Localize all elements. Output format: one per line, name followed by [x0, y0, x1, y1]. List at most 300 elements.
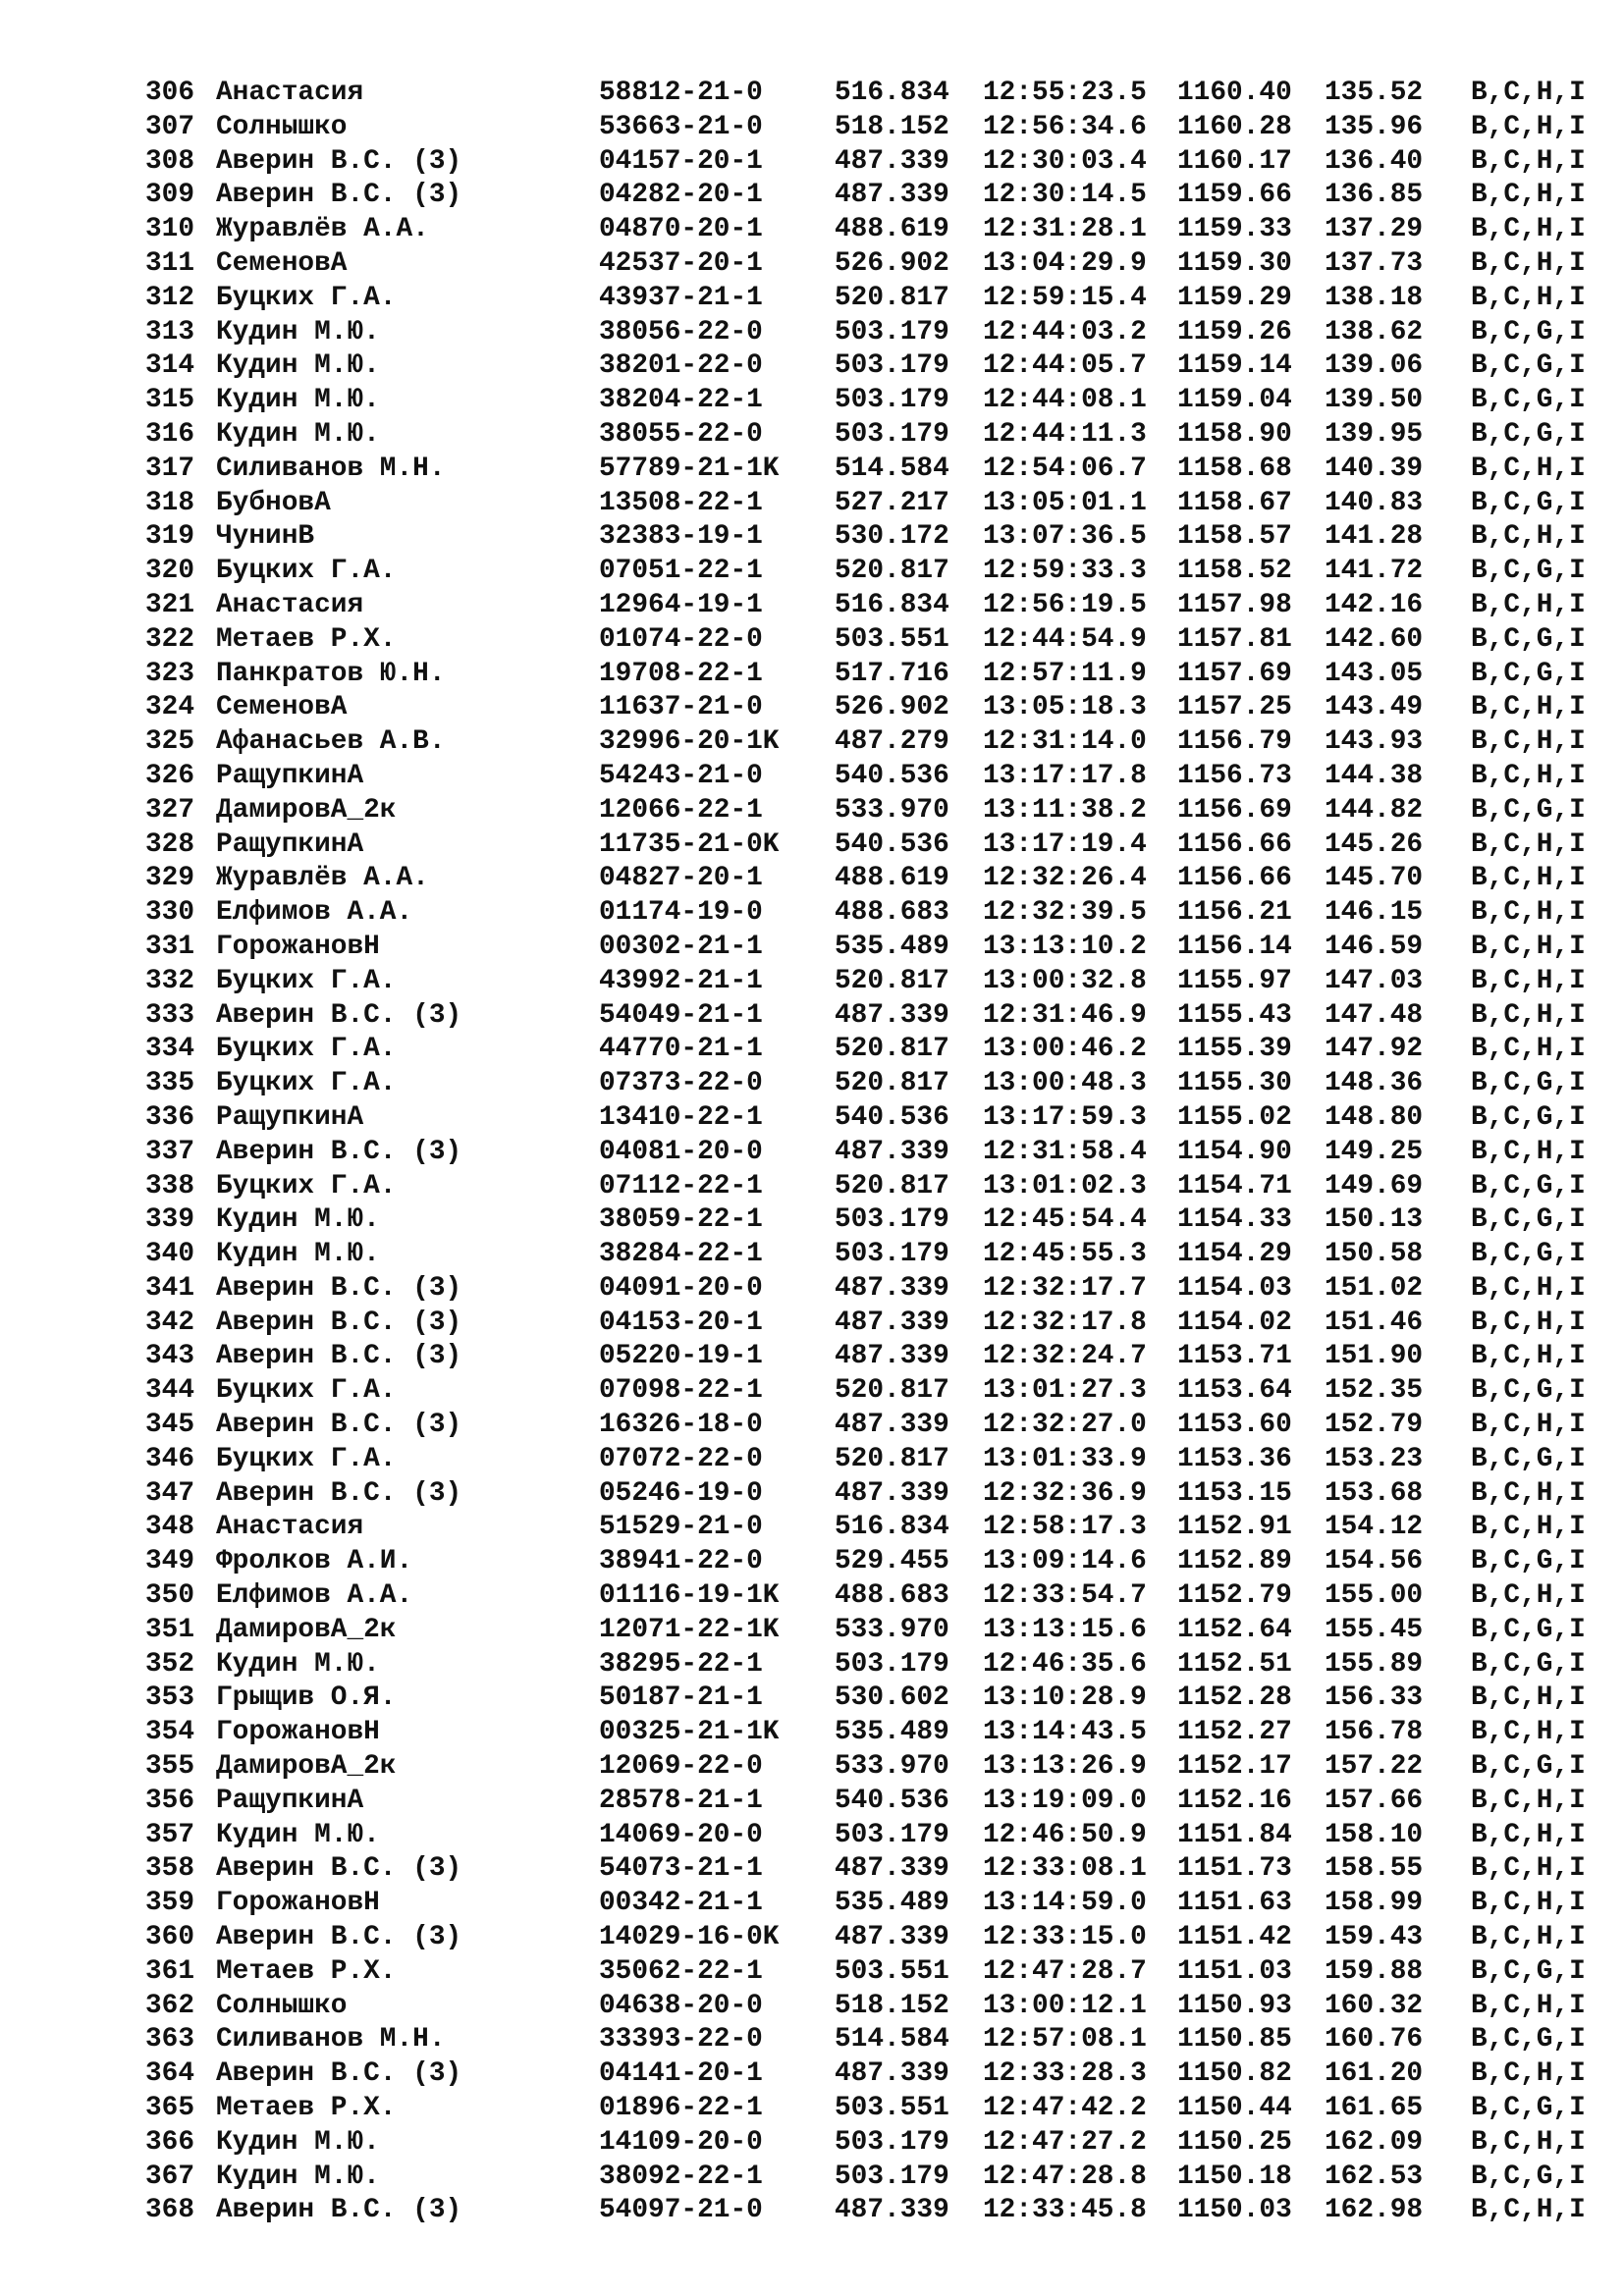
owner-name: Буцких Г.А. [216, 965, 397, 996]
distance: 526.902 [835, 692, 949, 723]
row-number: 357 [145, 1819, 195, 1850]
points: 136.85 [1325, 180, 1424, 211]
ring-number: 32383-19-1 [599, 521, 763, 553]
owner-name: Кудин М.Ю. [216, 1819, 380, 1850]
speed: 1155.97 [1177, 965, 1292, 996]
distance: 540.536 [835, 760, 949, 791]
arrival-time: 12:32:27.0 [983, 1410, 1147, 1441]
speed: 1153.64 [1177, 1375, 1292, 1407]
speed: 1157.81 [1177, 623, 1292, 655]
owner-name: Аверин В.С. (3) [216, 145, 462, 177]
table-row [145, 1579, 1589, 1614]
distance: 488.683 [835, 897, 949, 929]
row-number: 327 [145, 794, 195, 826]
owner-name: Метаев Р.Х. [216, 623, 397, 655]
row-number: 313 [145, 316, 195, 347]
distance: 487.339 [835, 999, 949, 1031]
speed: 1153.71 [1177, 1341, 1292, 1372]
row-number: 322 [145, 623, 195, 655]
arrival-time: 13:01:02.3 [983, 1170, 1147, 1201]
speed: 1156.79 [1177, 726, 1292, 758]
table-row [145, 282, 1589, 316]
points: 153.68 [1325, 1477, 1424, 1509]
distance: 503.551 [835, 1955, 949, 1987]
ring-number: 42537-20-1 [599, 247, 763, 279]
arrival-time: 13:13:26.9 [983, 1751, 1147, 1783]
owner-name: РащупкинА [216, 1101, 364, 1133]
ring-number: 12066-22-1 [599, 794, 763, 826]
table-row [145, 1990, 1589, 2024]
table-row [145, 111, 1589, 145]
arrival-time: 13:07:36.5 [983, 521, 1147, 553]
categories: B,C,H,I [1471, 760, 1586, 791]
categories: B,C,H,I [1471, 1717, 1586, 1748]
table-row [145, 2126, 1589, 2161]
owner-name: Силиванов М.Н. [216, 453, 446, 484]
speed: 1159.33 [1177, 214, 1292, 245]
arrival-time: 13:14:43.5 [983, 1717, 1147, 1748]
row-number: 364 [145, 2058, 195, 2090]
owner-name: Аверин В.С. (3) [216, 1341, 462, 1372]
ring-number: 00342-21-1 [599, 1888, 763, 1919]
owner-name: Кудин М.Ю. [216, 1239, 380, 1270]
row-number: 339 [145, 1204, 195, 1236]
speed: 1157.25 [1177, 692, 1292, 723]
arrival-time: 12:57:08.1 [983, 2024, 1147, 2056]
points: 158.10 [1325, 1819, 1424, 1850]
owner-name: Аверин В.С. (3) [216, 999, 462, 1031]
distance: 540.536 [835, 1101, 949, 1133]
points: 161.65 [1325, 2093, 1424, 2124]
points: 152.35 [1325, 1375, 1424, 1407]
row-number: 345 [145, 1410, 195, 1441]
distance: 520.817 [835, 556, 949, 587]
row-number: 347 [145, 1477, 195, 1509]
points: 152.79 [1325, 1410, 1424, 1441]
arrival-time: 13:01:27.3 [983, 1375, 1147, 1407]
categories: B,C,H,I [1471, 1410, 1586, 1441]
categories: B,C,H,I [1471, 589, 1586, 620]
categories: B,C,G,I [1471, 1614, 1586, 1645]
points: 151.46 [1325, 1307, 1424, 1338]
row-number: 320 [145, 556, 195, 587]
points: 162.98 [1325, 2195, 1424, 2226]
table-row [145, 760, 1589, 794]
table-row [145, 1307, 1589, 1341]
row-number: 337 [145, 1136, 195, 1167]
arrival-time: 12:31:58.4 [983, 1136, 1147, 1167]
distance: 520.817 [835, 282, 949, 313]
categories: B,C,H,I [1471, 1034, 1586, 1065]
owner-name: Солнышко [216, 111, 348, 142]
arrival-time: 13:17:59.3 [983, 1101, 1147, 1133]
points: 144.38 [1325, 760, 1424, 791]
owner-name: Аверин В.С. (3) [216, 1136, 462, 1167]
arrival-time: 12:44:05.7 [983, 350, 1147, 382]
categories: B,C,H,I [1471, 2126, 1586, 2158]
categories: B,C,H,I [1471, 247, 1586, 279]
distance: 530.172 [835, 521, 949, 553]
speed: 1156.21 [1177, 897, 1292, 929]
table-row [145, 247, 1589, 282]
row-number: 341 [145, 1272, 195, 1304]
points: 143.93 [1325, 726, 1424, 758]
speed: 1153.36 [1177, 1443, 1292, 1474]
speed: 1159.29 [1177, 282, 1292, 313]
distance: 487.339 [835, 1922, 949, 1953]
points: 157.22 [1325, 1751, 1424, 1783]
ring-number: 01116-19-1K [599, 1580, 780, 1612]
categories: B,C,G,I [1471, 1170, 1586, 1201]
row-number: 350 [145, 1580, 195, 1612]
table-row [145, 1511, 1589, 1545]
categories: B,C,H,I [1471, 1853, 1586, 1885]
table-row [145, 1374, 1589, 1409]
points: 139.95 [1325, 418, 1424, 450]
ring-number: 04282-20-1 [599, 180, 763, 211]
owner-name: Буцких Г.А. [216, 1034, 397, 1065]
points: 139.50 [1325, 385, 1424, 416]
ring-number: 04153-20-1 [599, 1307, 763, 1338]
speed: 1154.29 [1177, 1239, 1292, 1270]
arrival-time: 12:46:35.6 [983, 1648, 1147, 1680]
speed: 1160.28 [1177, 111, 1292, 142]
points: 145.26 [1325, 828, 1424, 860]
table-row [145, 1750, 1589, 1785]
categories: B,C,G,I [1471, 418, 1586, 450]
distance: 530.602 [835, 1682, 949, 1714]
speed: 1150.93 [1177, 1990, 1292, 2021]
table-row [145, 179, 1589, 213]
owner-name: Аверин В.С. (3) [216, 1922, 462, 1953]
ring-number: 32996-20-1K [599, 726, 780, 758]
ring-number: 35062-22-1 [599, 1955, 763, 1987]
ring-number: 58812-21-0 [599, 78, 763, 108]
owner-name: ЧунинВ [216, 521, 315, 553]
table-row [145, 555, 1589, 589]
arrival-time: 12:30:03.4 [983, 145, 1147, 177]
table-row [145, 828, 1589, 863]
ring-number: 57789-21-1K [599, 453, 780, 484]
ring-number: 38941-22-0 [599, 1546, 763, 1577]
table-row [145, 1955, 1589, 1990]
categories: B,C,H,I [1471, 965, 1586, 996]
speed: 1152.79 [1177, 1580, 1292, 1612]
ring-number: 38204-22-1 [599, 385, 763, 416]
categories: B,C,H,I [1471, 453, 1586, 484]
table-row [145, 623, 1589, 658]
ring-number: 04141-20-1 [599, 2058, 763, 2090]
points: 156.78 [1325, 1717, 1424, 1748]
categories: B,C,H,I [1471, 1580, 1586, 1612]
ring-number: 28578-21-1 [599, 1785, 763, 1816]
distance: 518.152 [835, 1990, 949, 2021]
owner-name: Аверин В.С. (3) [216, 1477, 462, 1509]
points: 145.70 [1325, 863, 1424, 894]
owner-name: Анастасия [216, 589, 364, 620]
row-number: 309 [145, 180, 195, 211]
categories: B,C,H,I [1471, 1990, 1586, 2021]
ring-number: 07072-22-0 [599, 1443, 763, 1474]
categories: B,C,G,I [1471, 1101, 1586, 1133]
table-row [145, 589, 1589, 623]
arrival-time: 12:44:54.9 [983, 623, 1147, 655]
speed: 1157.69 [1177, 658, 1292, 689]
arrival-time: 12:33:15.0 [983, 1922, 1147, 1953]
distance: 503.179 [835, 2161, 949, 2192]
categories: B,C,G,I [1471, 316, 1586, 347]
categories: B,C,H,I [1471, 282, 1586, 313]
row-number: 362 [145, 1990, 195, 2021]
categories: B,C,H,I [1471, 863, 1586, 894]
owner-name: ГорожановН [216, 931, 380, 962]
row-number: 317 [145, 453, 195, 484]
arrival-time: 12:47:27.2 [983, 2126, 1147, 2158]
owner-name: Грыщив О.Я. [216, 1682, 397, 1714]
arrival-time: 12:33:54.7 [983, 1580, 1147, 1612]
categories: B,C,H,I [1471, 521, 1586, 553]
row-number: 354 [145, 1717, 195, 1748]
ring-number: 43937-21-1 [599, 282, 763, 313]
distance: 488.683 [835, 1580, 949, 1612]
owner-name: Кудин М.Ю. [216, 316, 380, 347]
table-row [145, 896, 1589, 931]
ring-number: 04081-20-0 [599, 1136, 763, 1167]
owner-name: Журавлёв А.А. [216, 214, 429, 245]
owner-name: РащупкинА [216, 828, 364, 860]
points: 147.92 [1325, 1034, 1424, 1065]
ring-number: 38055-22-0 [599, 418, 763, 450]
row-number: 351 [145, 1614, 195, 1645]
row-number: 326 [145, 760, 195, 791]
categories: B,C,G,I [1471, 1204, 1586, 1236]
owner-name: Силиванов М.Н. [216, 2024, 446, 2056]
points: 138.18 [1325, 282, 1424, 313]
owner-name: Кудин М.Ю. [216, 350, 380, 382]
ring-number: 01896-22-1 [599, 2093, 763, 2124]
speed: 1152.64 [1177, 1614, 1292, 1645]
table-row [145, 145, 1589, 180]
arrival-time: 13:10:28.9 [983, 1682, 1147, 1714]
owner-name: Буцких Г.А. [216, 556, 397, 587]
row-number: 335 [145, 1068, 195, 1099]
row-number: 336 [145, 1101, 195, 1133]
owner-name: Анастасия [216, 1512, 364, 1543]
points: 135.52 [1325, 78, 1424, 108]
speed: 1159.30 [1177, 247, 1292, 279]
arrival-time: 12:59:33.3 [983, 556, 1147, 587]
table-row [145, 1170, 1589, 1204]
table-row [145, 1272, 1589, 1307]
points: 143.05 [1325, 658, 1424, 689]
speed: 1157.98 [1177, 589, 1292, 620]
table-row [145, 1067, 1589, 1101]
categories: B,C,H,I [1471, 1785, 1586, 1816]
points: 155.00 [1325, 1580, 1424, 1612]
table-row [145, 418, 1589, 453]
owner-name: Буцких Г.А. [216, 1170, 397, 1201]
distance: 535.489 [835, 1888, 949, 1919]
categories: B,C,G,I [1471, 1751, 1586, 1783]
ring-number: 04870-20-1 [599, 214, 763, 245]
points: 141.28 [1325, 521, 1424, 553]
ring-number: 54049-21-1 [599, 999, 763, 1031]
points: 148.80 [1325, 1101, 1424, 1133]
table-row [145, 453, 1589, 487]
table-row [145, 691, 1589, 725]
table-row [145, 1921, 1589, 1955]
points: 162.53 [1325, 2161, 1424, 2192]
row-number: 323 [145, 658, 195, 689]
table-row [145, 931, 1589, 965]
row-number: 329 [145, 863, 195, 894]
speed: 1152.91 [1177, 1512, 1292, 1543]
distance: 503.179 [835, 1204, 949, 1236]
owner-name: СеменовА [216, 247, 348, 279]
speed: 1160.17 [1177, 145, 1292, 177]
owner-name: Кудин М.Ю. [216, 385, 380, 416]
distance: 488.619 [835, 214, 949, 245]
row-number: 330 [145, 897, 195, 929]
distance: 520.817 [835, 1034, 949, 1065]
points: 144.82 [1325, 794, 1424, 826]
speed: 1151.42 [1177, 1922, 1292, 1953]
points: 147.48 [1325, 999, 1424, 1031]
table-row [145, 349, 1589, 384]
points: 140.39 [1325, 453, 1424, 484]
table-row [145, 213, 1589, 247]
arrival-time: 12:33:28.3 [983, 2058, 1147, 2090]
table-row [145, 999, 1589, 1034]
owner-name: Метаев Р.Х. [216, 1955, 397, 1987]
distance: 533.970 [835, 794, 949, 826]
speed: 1154.33 [1177, 1204, 1292, 1236]
ring-number: 01074-22-0 [599, 623, 763, 655]
owner-name: Солнышко [216, 1990, 348, 2021]
row-number: 324 [145, 692, 195, 723]
points: 142.16 [1325, 589, 1424, 620]
categories: B,C,H,I [1471, 145, 1586, 177]
categories: B,C,G,I [1471, 1546, 1586, 1577]
arrival-time: 12:47:28.8 [983, 2161, 1147, 2192]
arrival-time: 13:13:15.6 [983, 1614, 1147, 1645]
arrival-time: 12:32:36.9 [983, 1477, 1147, 1509]
distance: 533.970 [835, 1751, 949, 1783]
speed: 1150.44 [1177, 2093, 1292, 2124]
arrival-time: 12:45:54.4 [983, 1204, 1147, 1236]
speed: 1155.39 [1177, 1034, 1292, 1065]
row-number: 338 [145, 1170, 195, 1201]
points: 148.36 [1325, 1068, 1424, 1099]
table-row [145, 384, 1589, 418]
table-row [145, 1614, 1589, 1648]
row-number: 344 [145, 1375, 195, 1407]
table-row [145, 725, 1589, 760]
table-row [145, 1477, 1589, 1512]
distance: 503.179 [835, 316, 949, 347]
row-number: 334 [145, 1034, 195, 1065]
owner-name: Аверин В.С. (3) [216, 1853, 462, 1885]
categories: B,C,H,I [1471, 1888, 1586, 1919]
speed: 1151.73 [1177, 1853, 1292, 1885]
table-row [145, 520, 1589, 555]
owner-name: Панкратов Ю.Н. [216, 658, 446, 689]
row-number: 355 [145, 1751, 195, 1783]
points: 141.72 [1325, 556, 1424, 587]
categories: B,C,H,I [1471, 897, 1586, 929]
speed: 1160.40 [1177, 78, 1292, 108]
categories: B,C,H,I [1471, 1819, 1586, 1850]
arrival-time: 12:32:17.8 [983, 1307, 1147, 1338]
speed: 1152.51 [1177, 1648, 1292, 1680]
points: 136.40 [1325, 145, 1424, 177]
speed: 1150.82 [1177, 2058, 1292, 2090]
ring-number: 38295-22-1 [599, 1648, 763, 1680]
row-number: 343 [145, 1341, 195, 1372]
distance: 488.619 [835, 863, 949, 894]
distance: 535.489 [835, 931, 949, 962]
ring-number: 04638-20-0 [599, 1990, 763, 2021]
table-row [145, 1340, 1589, 1374]
distance: 487.339 [835, 1410, 949, 1441]
distance: 514.584 [835, 453, 949, 484]
ring-number: 33393-22-0 [599, 2024, 763, 2056]
ring-number: 14029-16-0K [599, 1922, 780, 1953]
ring-number: 16326-18-0 [599, 1410, 763, 1441]
owner-name: ГорожановН [216, 1717, 380, 1748]
speed: 1151.03 [1177, 1955, 1292, 1987]
table-row [145, 1033, 1589, 1067]
arrival-time: 13:01:33.9 [983, 1443, 1147, 1474]
speed: 1158.67 [1177, 487, 1292, 518]
distance: 520.817 [835, 1375, 949, 1407]
categories: B,C,G,I [1471, 487, 1586, 518]
table-row [145, 1238, 1589, 1272]
points: 162.09 [1325, 2126, 1424, 2158]
table-row [145, 2023, 1589, 2057]
ring-number: 14109-20-0 [599, 2126, 763, 2158]
categories: B,C,H,I [1471, 214, 1586, 245]
distance: 540.536 [835, 828, 949, 860]
owner-name: ДамировА_2к [216, 794, 397, 826]
points: 160.32 [1325, 1990, 1424, 2021]
ring-number: 43992-21-1 [599, 965, 763, 996]
table-row [145, 1443, 1589, 1477]
points: 157.66 [1325, 1785, 1424, 1816]
categories: B,C,H,I [1471, 2195, 1586, 2226]
arrival-time: 12:32:26.4 [983, 863, 1147, 894]
speed: 1154.71 [1177, 1170, 1292, 1201]
categories: B,C,H,I [1471, 2058, 1586, 2090]
points: 139.06 [1325, 350, 1424, 382]
points: 159.88 [1325, 1955, 1424, 1987]
distance: 487.339 [835, 145, 949, 177]
table-row [145, 1887, 1589, 1921]
ring-number: 50187-21-1 [599, 1682, 763, 1714]
arrival-time: 12:32:17.7 [983, 1272, 1147, 1304]
distance: 487.339 [835, 1307, 949, 1338]
owner-name: Аверин В.С. (3) [216, 1272, 462, 1304]
speed: 1154.03 [1177, 1272, 1292, 1304]
distance: 527.217 [835, 487, 949, 518]
arrival-time: 13:17:19.4 [983, 828, 1147, 860]
row-number: 318 [145, 487, 195, 518]
arrival-time: 12:56:19.5 [983, 589, 1147, 620]
points: 153.23 [1325, 1443, 1424, 1474]
points: 137.29 [1325, 214, 1424, 245]
owner-name: Журавлёв А.А. [216, 863, 429, 894]
speed: 1151.63 [1177, 1888, 1292, 1919]
